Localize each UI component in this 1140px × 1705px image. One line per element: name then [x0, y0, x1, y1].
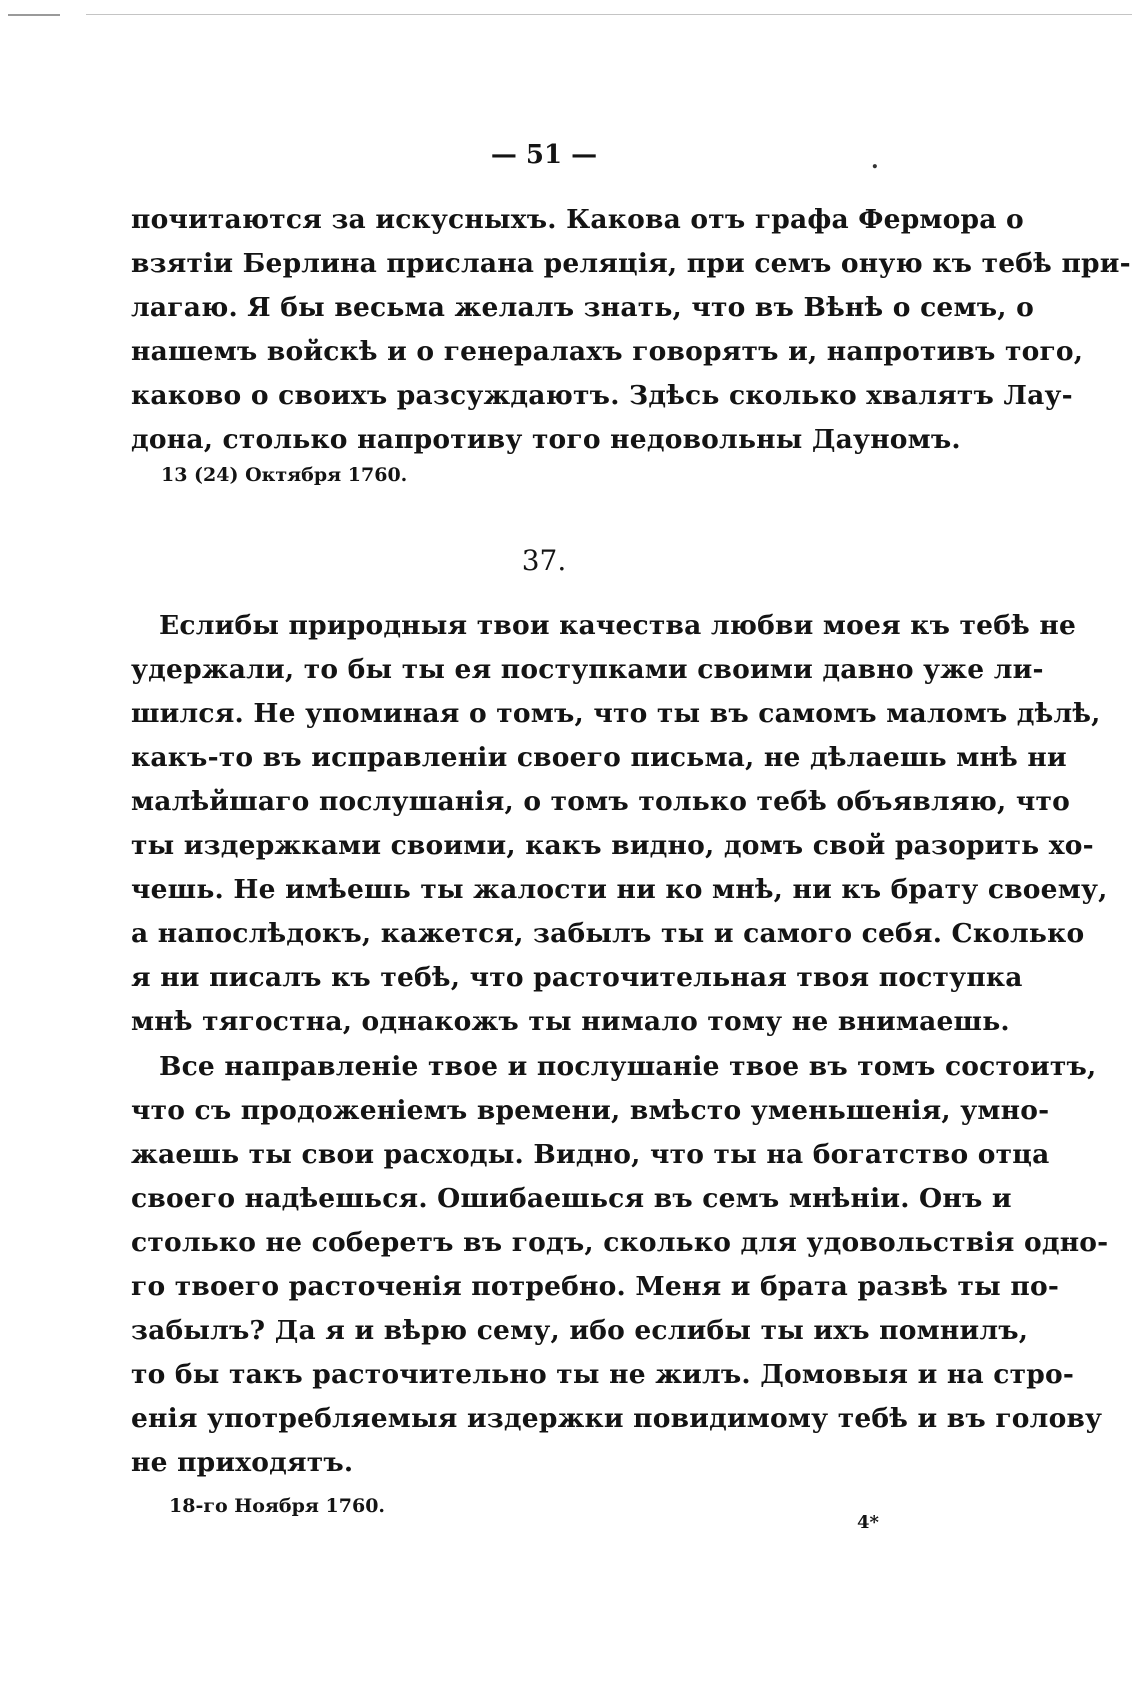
text-line: ты издержками своими, какъ видно, домъ свой разорить хо-: [131, 830, 1094, 861]
letter-36-date: 13 (24) Октября 1760.: [161, 464, 408, 486]
text-line: мнѣ тягостна, однакожъ ты нимало тому не внимаешь.: [131, 1006, 1010, 1037]
text-line: взятіи Берлина прислана реляція, при семъ оную къ тебѣ при-: [131, 248, 1131, 279]
text-line: почитаются за искусныхъ. Какова отъ графа Фермора о: [131, 204, 1024, 235]
top-rule-right: [86, 14, 1132, 15]
text-line: чешь. Не имѣешь ты жалости ни ко мнѣ, ни къ брату своему,: [131, 874, 1108, 905]
text-line: лагаю. Я бы весьма желалъ знать, что въ Вѣнѣ о семъ, о: [131, 292, 1034, 323]
page-number: — 51 —: [490, 140, 598, 170]
text-line: то бы такъ расточительно ты не жилъ. Домовыя и на стро-: [131, 1359, 1075, 1390]
letter-36-tail: [131, 198, 1131, 462]
top-rule-left: [8, 14, 60, 16]
text-line: каково о своихъ разсуждаютъ. Здѣсь сколько хвалятъ Лау-: [131, 380, 1073, 411]
letter-37-paragraph-2: [131, 1045, 1109, 1485]
text-line: дона, столько напротиву того недовольны Дауномъ.: [131, 424, 961, 455]
signature-mark: 4*: [857, 1512, 879, 1533]
text-line: своего надѣешься. Ошибаешься въ семъ мнѣніи. Онъ и: [131, 1183, 1012, 1214]
text-line: малѣйшаго послушанія, о томъ только тебѣ объявляю, что: [131, 786, 1070, 817]
text-line: енія употребляемыя издержки повидимому тебѣ и въ голову: [131, 1403, 1103, 1434]
text-line: удержали, то бы ты ея поступками своими давно уже ли-: [131, 654, 1044, 685]
text-line: не приходятъ.: [131, 1447, 354, 1478]
text-line: Еслибы природныя твои качества любви моея къ тебѣ не: [159, 610, 1077, 641]
letter-37-paragraph-1: [131, 604, 1108, 1044]
text-line: забылъ? Да я и вѣрю сему, ибо еслибы ты ихъ помнилъ,: [131, 1315, 1029, 1346]
text-line: жаешь ты свои расходы. Видно, что ты на богатство отца: [131, 1139, 1050, 1170]
letter-37-number: 37.: [521, 544, 567, 577]
stray-dot: .: [871, 148, 879, 174]
text-line: нашемъ войскѣ и о генералахъ говорятъ и, напротивъ того,: [131, 336, 1084, 367]
text-line: Все направленіе твое и послушаніе твое въ томъ состоитъ,: [159, 1051, 1097, 1082]
letter-37-date: 18-го Ноября 1760.: [169, 1495, 386, 1517]
text-line: какъ-то въ исправленіи своего письма, не дѣлаешь мнѣ ни: [131, 742, 1067, 773]
text-line: шился. Не упоминая о томъ, что ты въ самомъ маломъ дѣлѣ,: [131, 698, 1101, 729]
text-line: а напослѣдокъ, кажется, забылъ ты и самого себя. Сколько: [131, 918, 1085, 949]
text-line: что съ продоженіемъ времени, вмѣсто уменьшенія, умно-: [131, 1095, 1050, 1126]
text-line: столько не соберетъ въ годъ, сколько для удовольствія одно-: [131, 1227, 1109, 1258]
text-line: я ни писалъ къ тебѣ, что расточительная твоя поступка: [131, 962, 1023, 993]
text-line: го твоего расточенія потребно. Меня и брата развѣ ты по-: [131, 1271, 1060, 1302]
